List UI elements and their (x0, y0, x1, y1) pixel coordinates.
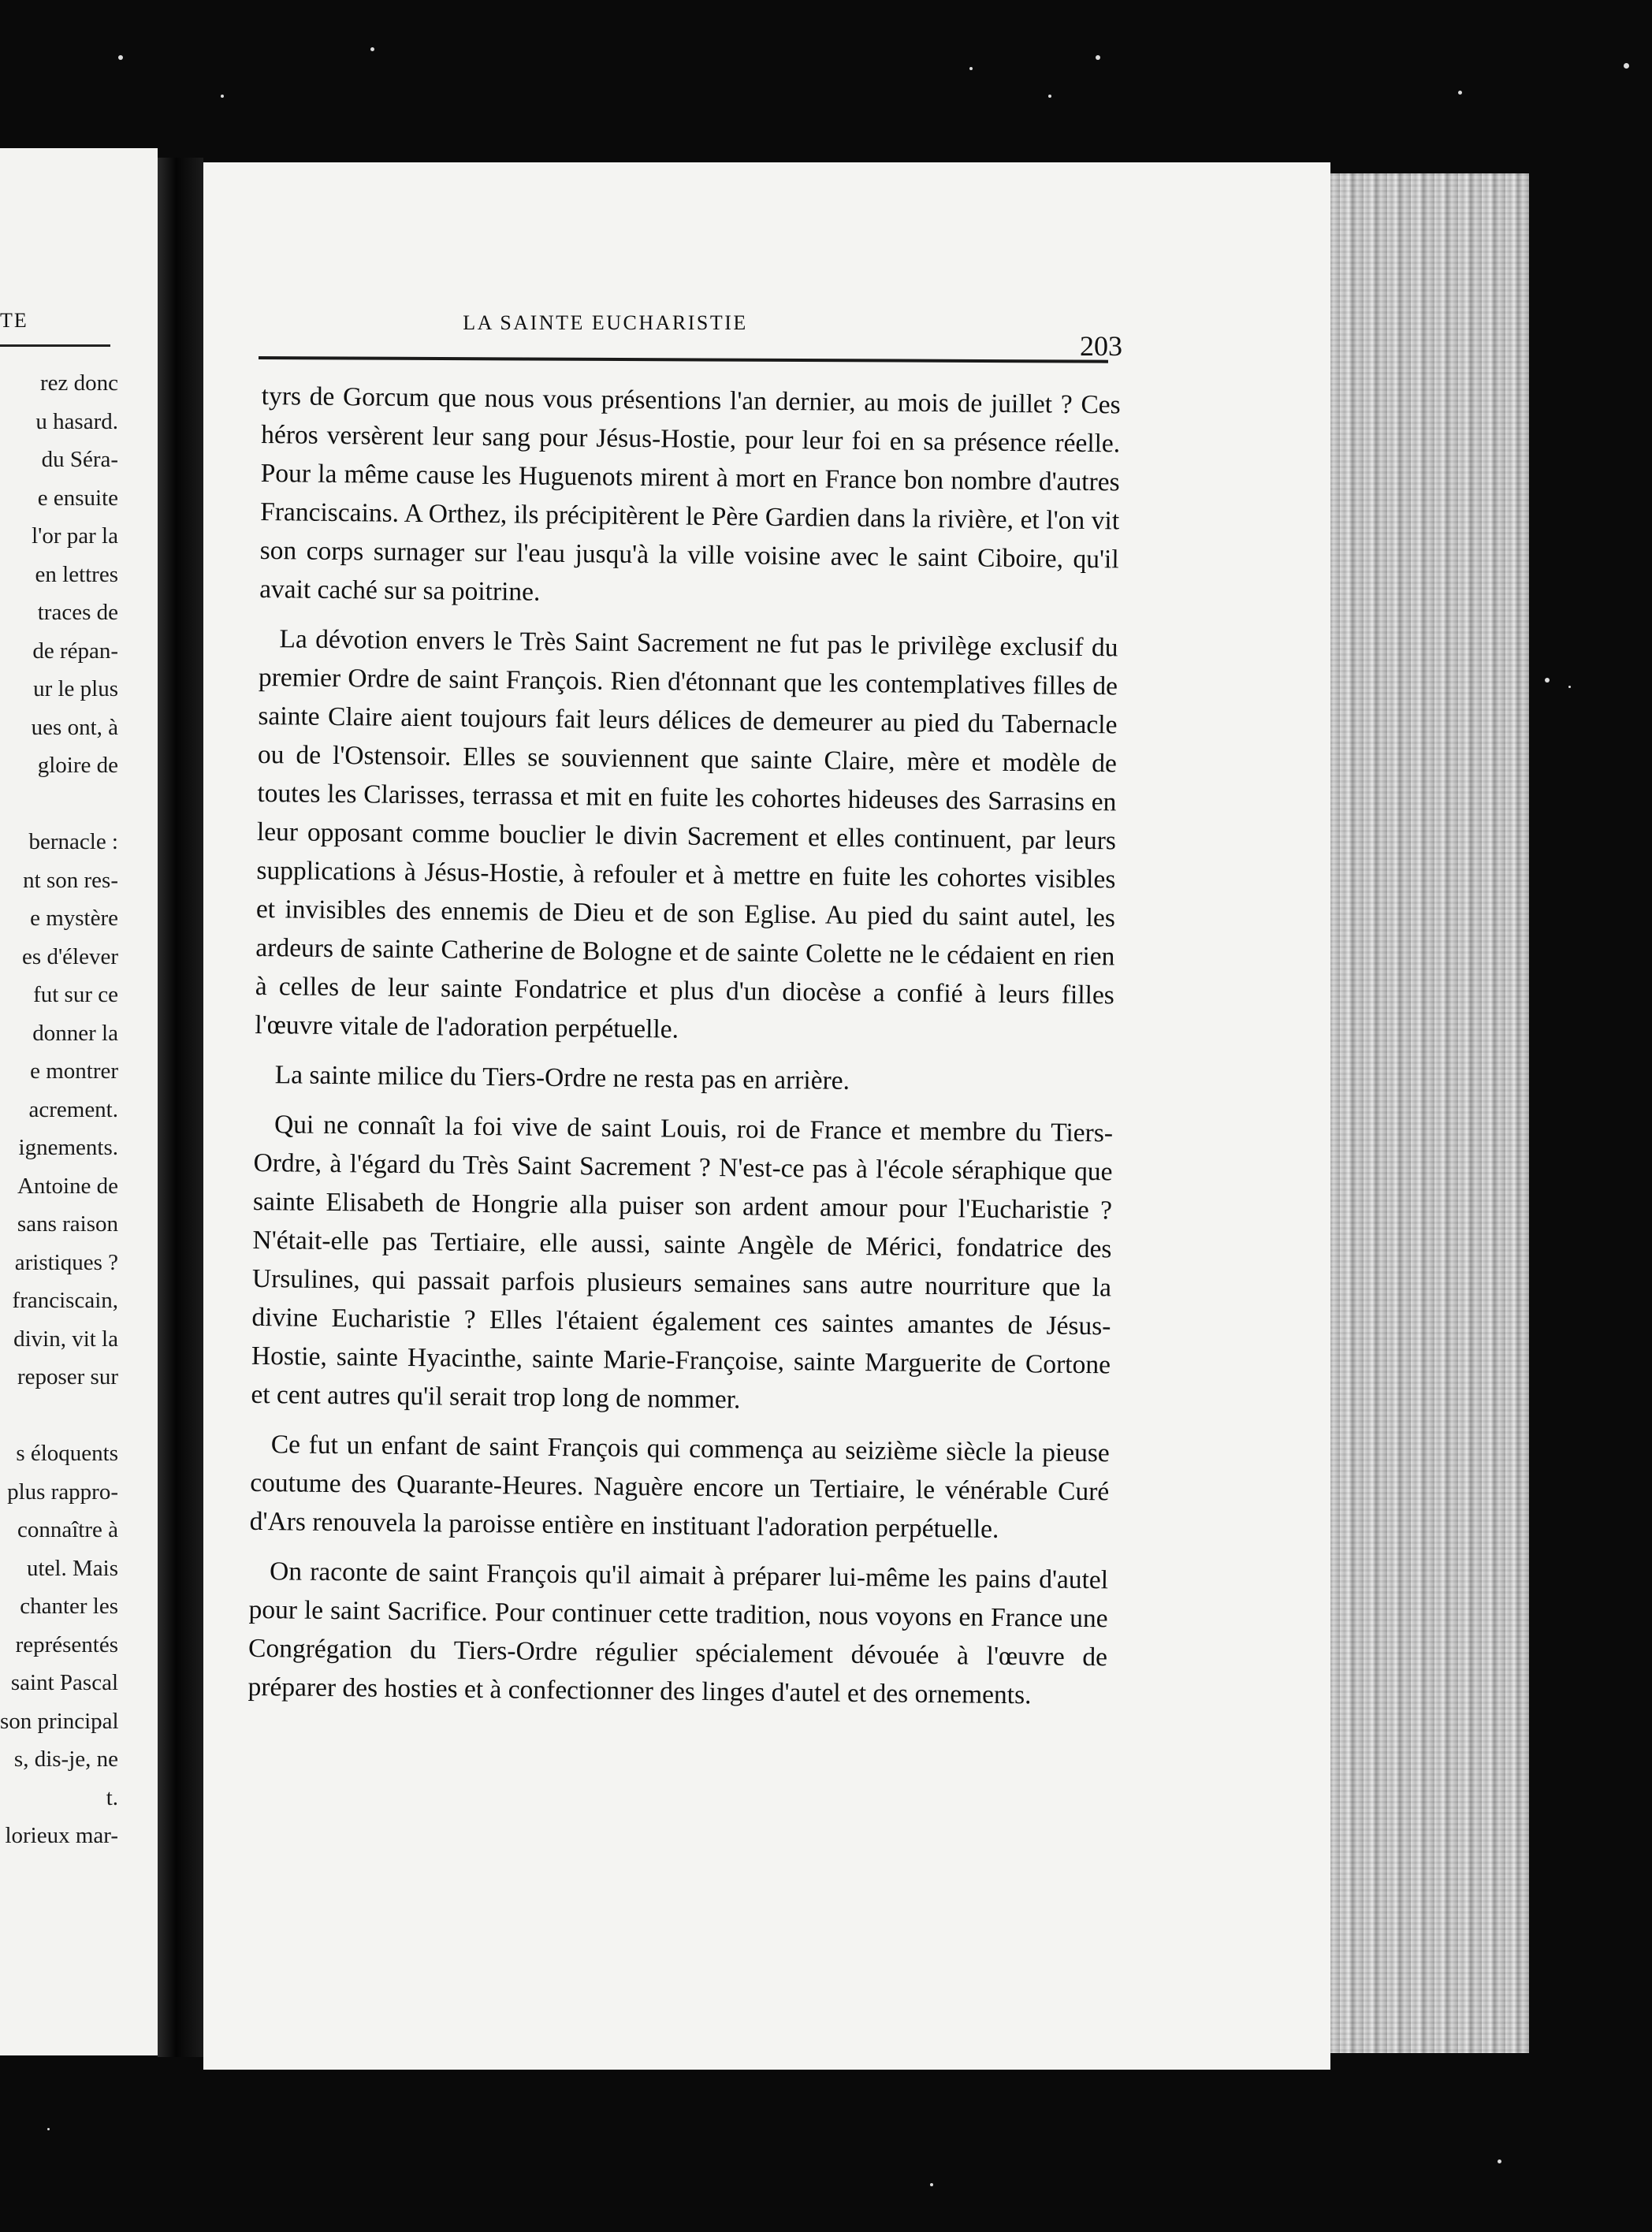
paragraph: On raconte de saint François qu'il aimait à préparer lui-même les pains d'autel pour le saint Sacrifice. Pour continuer cette tradition, nous voyons en France une Congrégation du Tiers-Ordre régulier spécialement dévouée à l'œuvre de préparer des hosties et à confectionner des linges d'autel et des ornements. (247, 1557, 1109, 1710)
previous-page-line: aristiques ? (14, 1249, 118, 1275)
page-number: 203 (1080, 330, 1122, 362)
previous-page-line: sans raison (17, 1211, 118, 1237)
paragraph: La sainte milice du Tiers-Ordre ne resta pas en arrière. (274, 1060, 850, 1096)
previous-page-line: acrement. (28, 1096, 118, 1122)
previous-page-line: u hasard. (35, 408, 118, 434)
previous-page-line (0, 1397, 118, 1435)
previous-page-line: e montrer (30, 1058, 118, 1084)
page-body (247, 377, 1121, 1715)
dust-speck (221, 95, 224, 98)
previous-page-line: traces de (37, 600, 118, 625)
previous-page-line: gloire de (37, 753, 118, 778)
previous-page-line: rez donc (39, 370, 118, 396)
previous-page-line: s éloquents (16, 1441, 118, 1466)
previous-page-line: plus rappro- (7, 1479, 118, 1505)
previous-page-line: de répan- (32, 638, 118, 664)
previous-page-line: ues ont, à (31, 714, 118, 740)
previous-page-line: en lettres (35, 561, 118, 587)
previous-page-line: utel. Mais (27, 1555, 118, 1581)
previous-page-line: e ensuite (37, 485, 118, 511)
dust-speck (969, 67, 973, 70)
previous-page-line: représentés (15, 1631, 118, 1657)
previous-page-line: nt son res- (23, 867, 118, 893)
previous-page-line (0, 785, 118, 824)
book-gutter (158, 158, 203, 2057)
running-head: LA SAINTE EUCHARISTIE (463, 311, 748, 334)
dust-speck (1458, 91, 1462, 95)
previous-page-line: e mystère (30, 906, 118, 931)
previous-page-line: donner la (32, 1020, 118, 1046)
dust-speck (1096, 55, 1100, 60)
dust-speck (118, 55, 123, 60)
previous-page-line: ur le plus (33, 676, 118, 701)
dust-speck (930, 2183, 933, 2186)
dust-speck (1545, 678, 1550, 683)
dust-speck (1048, 95, 1051, 98)
previous-page-header: TE (0, 309, 28, 332)
paragraph: Qui ne connaît la foi vive de saint Louis, roi de France et membre du Tiers-Ordre, à l'égard du Très Saint Sacrement ? N'est-ce pas à l'école séraphique que sainte Elisabeth de Hongrie alla puiser son ardent amour pour l'Eucharistie ? N'était-elle pas Tertiaire, elle aussi, sainte Angèle de Mérici, fondatrice des Ursulines, qui passait parfois plusieurs semaines sans autre nourriture que la divine Eucharistie ? Elles l'étaient également ces saintes amantes de Jésus-Hostie, sainte Hyacinthe, sainte Marie-Françoise, sainte Marguerite de Cortone et cent autres qu'il serait trop long de nommer. (251, 1110, 1114, 1415)
previous-page-line: lorieux mar- (5, 1823, 118, 1848)
previous-page-line: ignements. (18, 1135, 118, 1160)
previous-page-line: franciscain, (12, 1288, 118, 1313)
dust-speck (1624, 63, 1629, 69)
previous-page-line: t. (106, 1784, 118, 1810)
dust-speck (47, 2128, 50, 2130)
dust-speck (1568, 686, 1571, 688)
previous-page-text (0, 364, 118, 1855)
previous-page-line: s, dis-je, ne (13, 1747, 118, 1772)
previous-page-line: divin, vit la (13, 1326, 118, 1352)
paragraph: La dévotion envers le Très Saint Sacrement ne fut pas le privilège exclusif du premier Ordre de saint François. Rien d'étonnant que les contemplatives filles de sainte Claire aient toujours fait leurs délices de demeurer au pied du Tabernacle ou de l'Ostensoir. Elles se souviennent que sainte Claire, mère et modèle de toutes les Clarisses, terrassa et mit en fuite les cohortes hideuses des Sarrasins en leur opposant comme bouclier le divin Sacrement et elles continuent, par leurs supplications à Jésus-Hostie, à refouler et à mettre en fuite les cohortes visibles et invisibles des ennemis de Dieu et de son Eglise. Au pied du saint autel, les ardeurs de sainte Catherine de Bologne et de sainte Colette ne le cédaient en rien à celles de leur sainte Fondatrice et plus d'un diocèse a confié à leurs filles l'œuvre vitale de l'adoration perpétuelle. (255, 624, 1118, 1044)
previous-page-line: fut sur ce (33, 982, 118, 1007)
paragraph: tyrs de Gorcum que nous vous présentions l'an dernier, au mois de juillet ? Ces héros versèrent leur sang pour Jésus-Hostie, pour leur foi en sa présence réelle. Pour la même cause les Huguenots mirent à mort en France bon nombre d'autres Franciscains. A Orthez, ils précipitèrent le Père Gardien dans la rivière, et l'on vit son corps surnager sur l'eau jusqu'à la ville voisine avec le saint Ciboire, qu'il avait caché sur sa poitrine. (259, 381, 1121, 607)
dust-speck (370, 47, 374, 51)
previous-page-line: saint Pascal (10, 1670, 118, 1695)
previous-page-line: l'or par la (32, 523, 118, 549)
previous-page-line: Antoine de (17, 1173, 118, 1199)
previous-page-line: du Séra- (41, 447, 118, 472)
previous-page-line: connaître à (17, 1517, 118, 1542)
dust-speck (1498, 2159, 1501, 2163)
previous-page-line: bernacle : (28, 829, 118, 854)
previous-page-line: son principal (0, 1708, 119, 1734)
paragraph: Ce fut un enfant de saint François qui commença au seizième siècle la pieuse coutume des Quarante-Heures. Naguère encore un Tertiaire, le vénérable Curé d'Ars renouvela la paroisse entière en instituant l'adoration perpétuelle. (249, 1430, 1110, 1544)
previous-page-rule (0, 344, 110, 347)
previous-page-line: reposer sur (17, 1364, 118, 1389)
previous-page-line: es d'élever (22, 943, 118, 969)
previous-page-line: chanter les (20, 1594, 118, 1619)
